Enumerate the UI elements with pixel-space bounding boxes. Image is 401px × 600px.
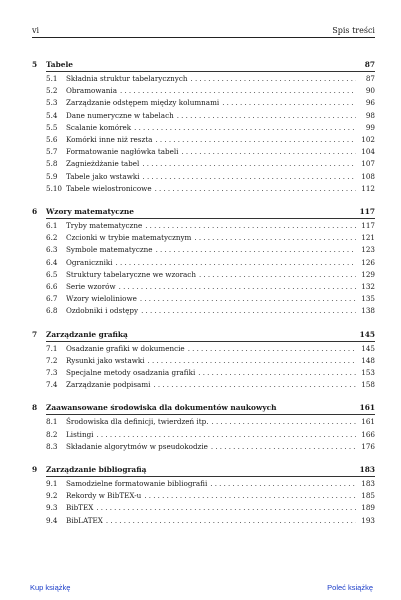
dot-leader — [106, 516, 356, 527]
chapter-title: Tabele — [46, 60, 73, 69]
section-title: Zarządzanie odstępem między kolumnami — [66, 98, 220, 108]
section-title: BibTEX — [66, 503, 94, 513]
chapter-number: 7 — [32, 329, 38, 339]
section-title: Samodzielne formatowanie bibliografii — [66, 479, 208, 489]
section-title: Rysunki jako wstawki — [66, 355, 145, 365]
section-row[interactable] — [32, 367, 375, 379]
section-page: 102 — [361, 135, 375, 145]
section-title: Symbole matematyczne — [66, 245, 153, 255]
section-page: 112 — [361, 183, 375, 193]
dot-leader — [155, 135, 356, 146]
section-number: 7.3 — [46, 368, 58, 378]
section-number: 6.1 — [46, 221, 58, 231]
chapter-rule — [46, 218, 375, 219]
section-page: 96 — [365, 98, 375, 108]
section-title: Specjalne metody osadzania grafiki — [66, 368, 196, 378]
dot-leader — [181, 147, 356, 158]
section-row[interactable] — [32, 97, 375, 109]
section-row[interactable] — [32, 343, 375, 355]
section-row[interactable] — [32, 244, 375, 256]
chapter-number: 9 — [32, 465, 38, 475]
section-page: 176 — [361, 441, 375, 451]
chapter-number: 6 — [32, 207, 38, 217]
section-number: 8.2 — [46, 429, 58, 439]
section-page: 185 — [361, 491, 375, 501]
section-page: 145 — [361, 343, 375, 353]
section-row[interactable] — [32, 183, 375, 195]
section-number: 9.3 — [46, 503, 58, 513]
section-page: 117 — [361, 221, 375, 231]
chapter-rule — [46, 476, 375, 477]
section-title: Wzory wieloliniowe — [66, 294, 137, 304]
section-title: Składnia struktur tabelarycznych — [66, 74, 188, 83]
section-title: Zagnieżdżanie tabel — [66, 159, 140, 169]
section-row[interactable] — [32, 502, 375, 514]
section-number: 5.1 — [46, 74, 58, 83]
chapter-row[interactable] — [32, 329, 375, 340]
dot-leader — [211, 442, 356, 453]
chapter-title: Wzory matematyczne — [46, 207, 135, 217]
section-row[interactable] — [32, 478, 375, 490]
section-title: Listingi — [66, 429, 94, 439]
footer — [30, 583, 373, 592]
chapter-row[interactable] — [32, 464, 375, 475]
section-title: Osadzanie grafiki w dokumencie — [66, 343, 185, 353]
section-page: 132 — [361, 282, 375, 292]
section-page: 129 — [361, 269, 375, 279]
section-page: 123 — [361, 245, 375, 255]
section-row[interactable] — [32, 293, 375, 305]
dot-leader — [191, 74, 357, 85]
section-row[interactable] — [32, 134, 375, 146]
dot-leader — [156, 245, 356, 256]
section-number: 6.4 — [46, 257, 58, 267]
section-title: Rekordy w BibTEX-u — [66, 491, 142, 501]
dot-leader — [120, 86, 356, 97]
section-number: 5.2 — [46, 86, 58, 96]
section-number: 7.4 — [46, 380, 58, 390]
section-number: 6.5 — [46, 269, 58, 279]
section-number: 6.2 — [46, 233, 58, 243]
toc-chapter — [32, 59, 375, 195]
section-page: 108 — [361, 171, 375, 181]
section-title: Tryby matematyczne — [66, 221, 143, 231]
section-page: 166 — [361, 429, 375, 439]
section-title: Składanie algorytmów w pseudokodzie — [66, 441, 208, 451]
section-page: 99 — [365, 122, 375, 132]
section-row[interactable] — [32, 73, 375, 85]
chapter-page: 161 — [359, 403, 375, 413]
section-row[interactable] — [32, 257, 375, 269]
section-page: 87 — [365, 74, 375, 83]
section-number: 5.5 — [46, 122, 58, 132]
section-number: 5.3 — [46, 98, 58, 108]
section-number: 6.7 — [46, 294, 58, 304]
chapter-title: Zaawansowane środowiska dla dokumentów naukowych — [46, 403, 277, 413]
dot-leader — [96, 503, 356, 514]
section-number: 7.1 — [46, 343, 58, 353]
section-row[interactable] — [32, 515, 375, 527]
section-row[interactable] — [32, 220, 375, 232]
chapter-number: 5 — [32, 60, 38, 69]
section-title: Środowiska dla definicji, twierdzeń itp. — [66, 417, 209, 427]
section-title: BibLATEX — [66, 515, 103, 525]
chapter-page: 117 — [359, 207, 375, 217]
section-page: 148 — [361, 355, 375, 365]
section-row[interactable] — [32, 441, 375, 453]
section-number: 6.3 — [46, 245, 58, 255]
section-page: 153 — [361, 368, 375, 378]
chapter-rule — [46, 71, 375, 72]
dot-leader — [198, 368, 356, 379]
dot-leader — [155, 184, 356, 195]
section-page: 98 — [365, 110, 375, 120]
section-row[interactable] — [32, 158, 375, 170]
section-row[interactable] — [32, 146, 375, 158]
section-row[interactable] — [32, 171, 375, 183]
dot-leader — [119, 282, 356, 293]
section-page: 104 — [361, 147, 375, 157]
toc-chapter — [32, 329, 375, 392]
section-page: 135 — [361, 294, 375, 304]
chapter-row[interactable] — [32, 402, 375, 413]
toc-chapter — [32, 464, 375, 527]
dot-leader — [116, 258, 356, 269]
section-title: Tabele jako wstawki — [66, 171, 140, 181]
chapter-title: Zarządzanie grafiką — [46, 329, 128, 339]
chapter-page: 145 — [359, 329, 375, 339]
buy-book-link[interactable]: Kup książkę — [30, 583, 71, 592]
section-page: 126 — [361, 257, 375, 267]
dot-leader — [222, 98, 356, 109]
section-title: Struktury tabelaryczne we wzorach — [66, 269, 196, 279]
section-number: 7.2 — [46, 355, 58, 365]
section-page: 183 — [361, 479, 375, 489]
dot-leader — [142, 159, 356, 170]
section-number: 9.4 — [46, 515, 58, 525]
dot-leader — [145, 221, 356, 232]
chapter-page: 183 — [359, 465, 375, 475]
chapter-number: 8 — [32, 403, 38, 413]
section-page: 138 — [361, 306, 375, 316]
dot-leader — [144, 491, 356, 502]
chapter-row[interactable] — [32, 206, 375, 217]
section-title: Obramowania — [66, 86, 118, 96]
section-row[interactable] — [32, 379, 375, 391]
section-title: Zarządzanie podpisami — [66, 380, 151, 390]
dot-leader — [141, 306, 356, 317]
section-title: Czcionki w trybie matematycznym — [66, 233, 192, 243]
section-page: 161 — [361, 417, 375, 427]
section-number: 9.1 — [46, 479, 58, 489]
toc-chapter — [32, 402, 375, 453]
dot-leader — [194, 233, 356, 244]
section-page: 107 — [361, 159, 375, 169]
chapter-rule — [46, 341, 375, 342]
dot-leader — [153, 380, 356, 391]
running-title: Spis treści — [332, 26, 375, 35]
section-row[interactable] — [32, 429, 375, 441]
section-number: 6.8 — [46, 306, 58, 316]
section-row[interactable] — [32, 110, 375, 122]
section-number: 5.7 — [46, 147, 58, 157]
dot-leader — [212, 417, 356, 428]
section-title: Ograniczniki — [66, 257, 113, 267]
toc-chapter — [32, 206, 375, 318]
section-number: 8.3 — [46, 441, 58, 451]
chapter-rule — [46, 414, 375, 415]
running-header — [32, 26, 375, 38]
section-title: Tabele wielostronicowe — [66, 183, 152, 193]
section-title: Ozdobniki i odstępy — [66, 306, 139, 316]
dot-leader — [210, 479, 356, 490]
section-page: 121 — [361, 233, 375, 243]
section-row[interactable] — [32, 281, 375, 293]
section-row[interactable] — [32, 232, 375, 244]
section-page: 193 — [361, 515, 375, 525]
section-page: 158 — [361, 380, 375, 390]
dot-leader — [188, 344, 356, 355]
section-row[interactable] — [32, 305, 375, 317]
dot-leader — [148, 356, 356, 367]
section-number: 5.10 — [46, 183, 63, 193]
section-number: 9.2 — [46, 491, 58, 501]
section-title: Scalanie komórek — [66, 122, 132, 132]
section-row[interactable] — [32, 416, 375, 428]
dot-leader — [140, 294, 356, 305]
section-title: Formatowanie nagłówka tabeli — [66, 147, 179, 157]
section-row[interactable] — [32, 355, 375, 367]
dot-leader — [143, 172, 356, 183]
section-row[interactable] — [32, 490, 375, 502]
section-number: 5.4 — [46, 110, 58, 120]
dot-leader — [96, 430, 356, 441]
section-number: 5.9 — [46, 171, 58, 181]
section-row[interactable] — [32, 85, 375, 97]
section-title: Komórki inne niż reszta — [66, 135, 153, 145]
section-page: 189 — [361, 503, 375, 513]
dot-leader — [199, 270, 356, 281]
recommend-book-link[interactable]: Poleć książkę — [327, 583, 373, 592]
section-number: 5.8 — [46, 159, 58, 169]
section-title: Serie wzorów — [66, 282, 116, 292]
page-number-roman: vi — [32, 26, 40, 35]
section-row[interactable] — [32, 269, 375, 281]
table-of-contents — [32, 59, 375, 527]
section-page: 90 — [365, 86, 375, 96]
dot-leader — [134, 123, 356, 134]
chapter-page: 87 — [364, 60, 375, 69]
section-number: 8.1 — [46, 417, 58, 427]
section-row[interactable] — [32, 122, 375, 134]
dot-leader — [177, 111, 356, 122]
section-title: Dane numeryczne w tabelach — [66, 110, 174, 120]
chapter-row[interactable] — [32, 59, 375, 70]
toc-page — [32, 26, 375, 538]
section-number: 6.6 — [46, 282, 58, 292]
chapter-title: Zarządzanie bibliografią — [46, 465, 147, 475]
section-number: 5.6 — [46, 135, 58, 145]
